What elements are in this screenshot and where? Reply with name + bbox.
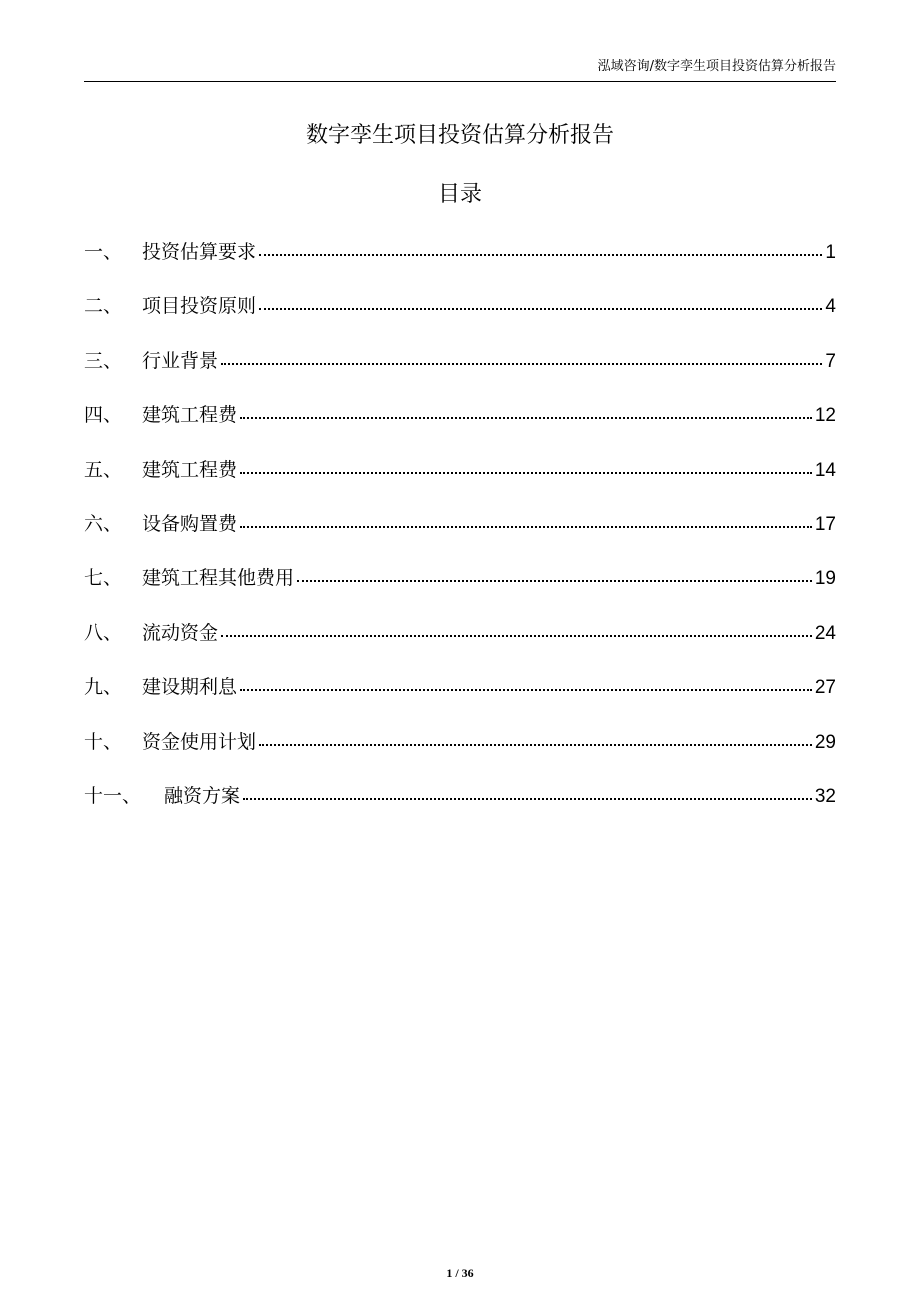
toc-entry-page: 24: [814, 622, 836, 644]
toc-dot-leader: [243, 797, 812, 800]
toc-dot-leader: [259, 307, 822, 310]
toc-entry-number: 四、: [84, 404, 123, 427]
toc-entry-7[interactable]: [84, 564, 836, 618]
toc-dot-leader: [259, 253, 822, 256]
toc-entry-page: 29: [814, 731, 836, 753]
toc-entry-page: 12: [814, 405, 836, 427]
running-header: 泓域咨询/数字孪生项目投资估算分析报告: [597, 59, 836, 74]
toc-entry-8[interactable]: [84, 619, 836, 673]
toc-entry-number: 八、: [84, 621, 123, 644]
toc-entry-number: 二、: [84, 295, 123, 318]
toc-entry-label: 建筑工程费: [142, 458, 238, 481]
toc-entry-label: 融资方案: [164, 784, 241, 807]
toc-dot-leader: [221, 634, 812, 637]
toc-entry-label: 建筑工程费: [142, 404, 238, 427]
toc-entry-9[interactable]: [84, 673, 836, 727]
toc-entry-page: 14: [814, 459, 836, 481]
toc-heading: 目录: [437, 182, 482, 207]
toc-dot-leader: [297, 579, 812, 582]
toc-dot-leader: [240, 525, 812, 528]
toc-entry-number: 六、: [84, 512, 123, 535]
toc-dot-leader: [259, 743, 812, 746]
toc-dot-leader: [221, 362, 822, 365]
toc-entry-page: 4: [825, 296, 836, 318]
toc-entry-label: 资金使用计划: [142, 730, 257, 753]
toc-dot-leader: [240, 688, 812, 691]
table-of-contents: [84, 238, 836, 836]
document-title: 数字孪生项目投资估算分析报告: [305, 123, 614, 148]
toc-entry-label: 设备购置费: [142, 512, 238, 535]
toc-entry-label: 建设期利息: [142, 676, 238, 699]
toc-entry-label: 建筑工程其他费用: [142, 567, 295, 590]
toc-entry-number: 一、: [84, 241, 123, 263]
toc-entry-label: 投资估算要求: [142, 241, 257, 263]
toc-entry-10[interactable]: [84, 728, 836, 782]
toc-entry-1[interactable]: [84, 238, 836, 292]
toc-dot-leader: [240, 416, 812, 419]
toc-entry-number: 十、: [84, 730, 123, 753]
toc-entry-page: 17: [814, 513, 836, 535]
toc-entry-page: 1: [825, 242, 836, 263]
toc-entry-number: 三、: [84, 349, 123, 372]
toc-entry-number: 十一、: [84, 784, 142, 807]
page-number-footer: 1 / 36: [446, 1266, 474, 1280]
toc-entry-11[interactable]: [84, 782, 836, 836]
toc-entry-number: 七、: [84, 567, 123, 590]
toc-entry-label: 流动资金: [142, 621, 219, 644]
toc-entry-label: 行业背景: [142, 349, 219, 372]
toc-entry-label: 项目投资原则: [142, 295, 257, 318]
toc-entry-page: 32: [814, 785, 836, 807]
toc-entry-3[interactable]: [84, 347, 836, 401]
header-divider: [84, 81, 836, 82]
toc-entry-page: 27: [814, 677, 836, 699]
toc-entry-page: 7: [825, 350, 836, 372]
toc-dot-leader: [240, 471, 812, 474]
toc-entry-number: 九、: [84, 676, 123, 699]
toc-entry-4[interactable]: [84, 401, 836, 455]
toc-entry-2[interactable]: [84, 292, 836, 346]
toc-entry-number: 五、: [84, 458, 123, 481]
toc-entry-page: 19: [814, 568, 836, 590]
toc-entry-6[interactable]: [84, 510, 836, 564]
toc-entry-5[interactable]: [84, 456, 836, 510]
